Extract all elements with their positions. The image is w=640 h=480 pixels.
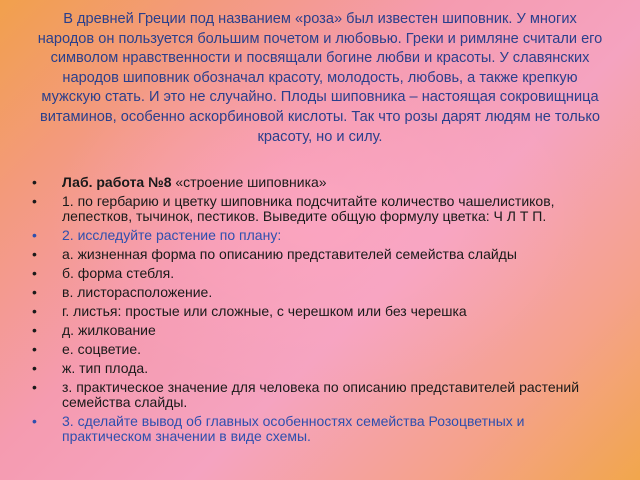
list-item-text: е. соцветие. <box>62 341 142 357</box>
lab-subtitle: «строение шиповника» <box>171 174 327 190</box>
bullet-icon: • <box>32 246 37 262</box>
list-item <box>32 414 612 444</box>
lab-title: Лаб. работа №8 <box>62 174 172 190</box>
list-item-text: 1. по гербарию и цветку шиповника подсчитайте количество чашелистиков, лепестков, тычинок, пестиков. Выведите общую формулу цветка: Ч Л Т П. <box>62 193 555 224</box>
list-item-text: а. жизненная форма по описанию представителей семейства слайды <box>62 246 517 262</box>
list-item-text: в. листорасположение. <box>62 284 213 300</box>
list-item-text: 3. сделайте вывод об главных особенностях семейства Розоцветных и практическом значении в виде схемы. <box>62 413 525 444</box>
list-item <box>32 247 612 262</box>
intro-paragraph: В древней Греции под названием «роза» был известен шиповник. У многих народов он пользуется большим почетом и любовью. Греки и римляне считали его символом нравственности и посвящали богине любви и красоты. У славянских народов шиповник обозначал красоту, молодость, любовь, а также крепкую мужскую стать. И это не случайно. Плоды шиповника – настоящая сокровищница витаминов, особенно аскорбиновой кислоты. Так что розы дарят людям не только красоту, но и силу. <box>37 11 603 145</box>
bullet-icon: • <box>32 174 37 190</box>
list-item <box>32 361 612 376</box>
bullet-icon: • <box>32 379 37 395</box>
list-item <box>32 323 612 338</box>
bullet-icon: • <box>32 413 37 429</box>
list-item-text: ж. тип плода. <box>62 360 149 376</box>
list-item <box>32 194 612 224</box>
bullet-icon: • <box>32 360 37 376</box>
list-item-text: б. форма стебля. <box>62 265 175 281</box>
bullet-icon: • <box>32 227 37 243</box>
task-list <box>32 175 612 448</box>
bullet-icon: • <box>32 341 37 357</box>
list-item <box>32 380 612 410</box>
list-item-lab-title <box>32 175 612 190</box>
list-item <box>32 304 612 319</box>
bullet-icon: • <box>32 322 37 338</box>
list-item-text: г. листья: простые или сложные, с черешком или без черешка <box>62 303 467 319</box>
bullet-icon: • <box>32 193 37 209</box>
list-item <box>32 342 612 357</box>
list-item <box>32 266 612 281</box>
bullet-icon: • <box>32 265 37 281</box>
list-item-text: д. жилкование <box>62 322 156 338</box>
bullet-icon: • <box>32 303 37 319</box>
bullet-icon: • <box>32 284 37 300</box>
list-item-text: 2. исследуйте растение по плану: <box>62 227 282 243</box>
list-item <box>32 285 612 300</box>
list-item <box>32 228 612 243</box>
list-item-text: з. практическое значение для человека по описанию представителей растений семейства слайды. <box>62 379 580 410</box>
